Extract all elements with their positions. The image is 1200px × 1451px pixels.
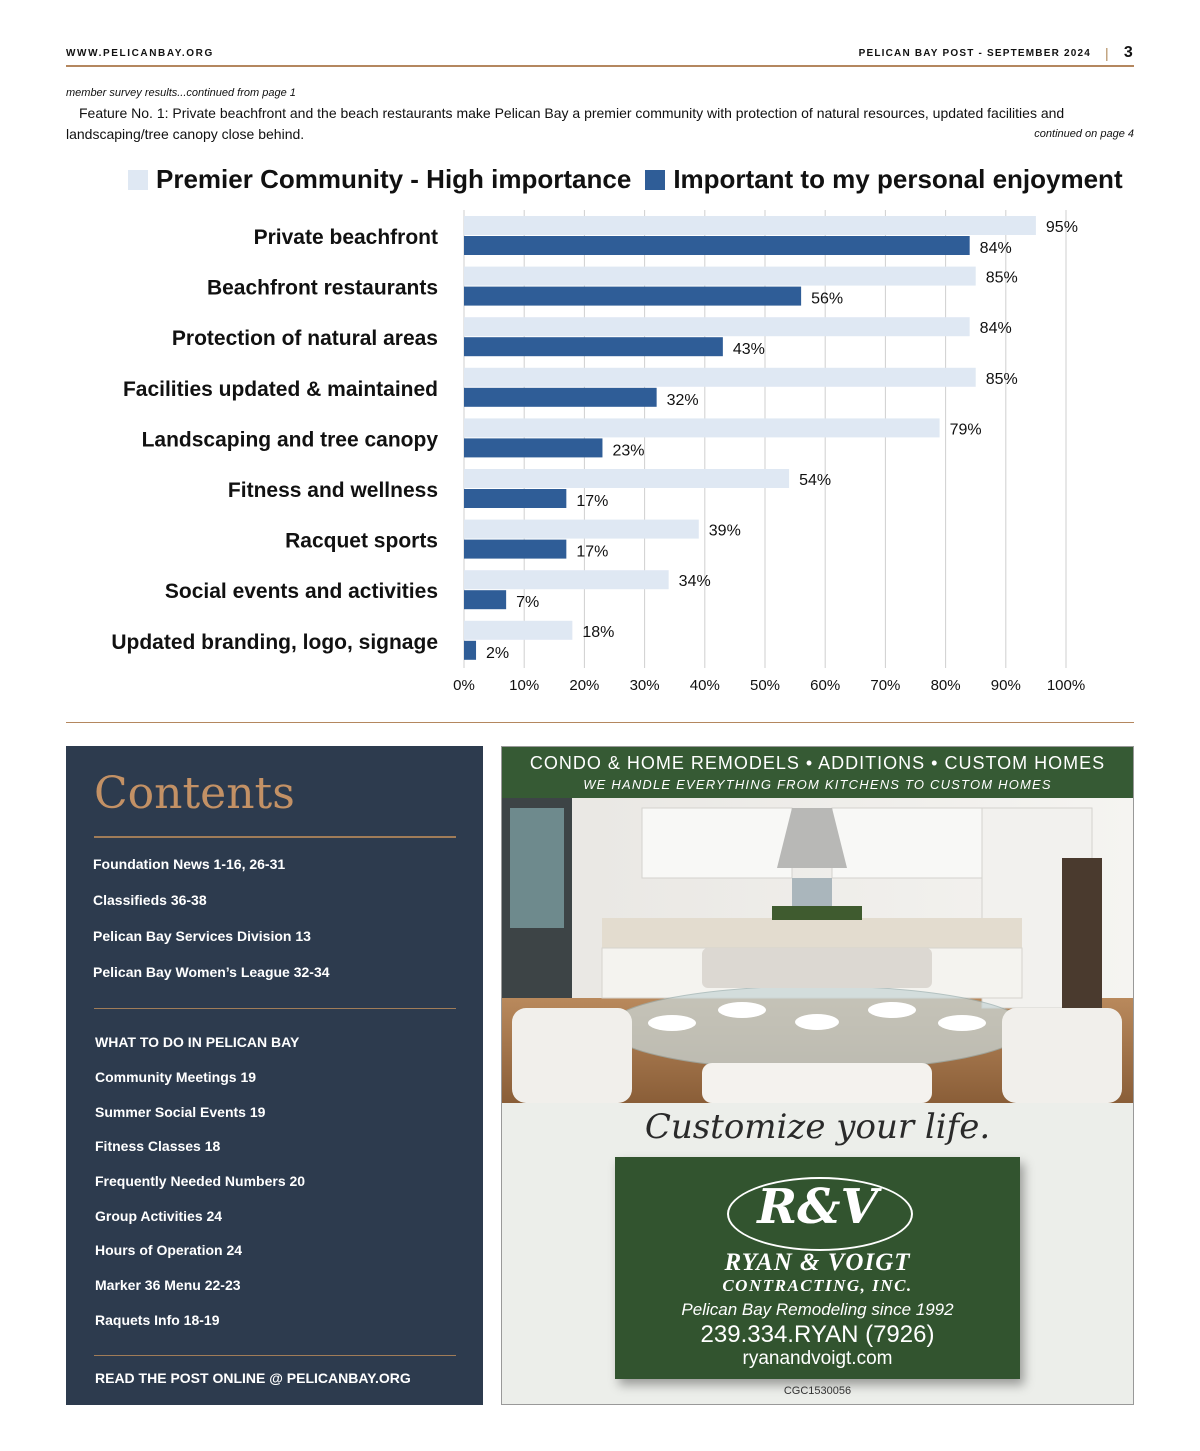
feature-intro (66, 103, 1126, 145)
ryan-voigt-ad[interactable] (501, 746, 1134, 1405)
category-label: Social events and activities (164, 580, 438, 604)
bar-premier (464, 520, 699, 539)
bar-premier (464, 267, 976, 286)
data-label: 39% (708, 522, 741, 540)
contents-item[interactable]: Foundation News 1-16, 26-31 (93, 856, 286, 872)
bar-personal (464, 236, 970, 255)
bar-premier (464, 570, 669, 589)
category-label: Landscaping and tree canopy (141, 428, 438, 452)
bar-premier (464, 216, 1036, 235)
data-label: 2% (486, 644, 510, 662)
bar-premier (464, 317, 970, 336)
site-url[interactable]: WWW.PELICANBAY.ORG (66, 48, 214, 59)
legend-item-premier (128, 164, 631, 195)
contents-rule (94, 1355, 456, 1356)
ad-subheadline: WE HANDLE EVERYTHING FROM KITCHENS TO CUSTOM HOMES (583, 777, 1052, 792)
x-tick-label: 40% (689, 677, 720, 694)
contents-section-item[interactable]: Marker 36 Menu 22-23 (95, 1277, 241, 1293)
company-since: Pelican Bay Remodeling since 1992 (681, 1300, 954, 1319)
contents-rule (94, 1008, 456, 1009)
company-card (615, 1157, 1020, 1379)
bar-personal (464, 590, 506, 609)
x-tick-label: 100% (1046, 677, 1086, 694)
contents-section-item[interactable]: Community Meetings 19 (95, 1069, 257, 1085)
company-website[interactable]: ryanandvoigt.com (742, 1348, 893, 1369)
bar-personal (464, 641, 476, 660)
divider: | (1105, 45, 1110, 61)
continued-on-note: continued on page 4 (1034, 128, 1134, 140)
contents-section-item[interactable]: Group Activities 24 (95, 1208, 223, 1224)
x-tick-label: 60% (810, 677, 841, 694)
x-tick-label: 70% (870, 677, 901, 694)
data-label: 95% (1045, 219, 1078, 236)
x-tick-label: 90% (990, 677, 1021, 694)
category-label: Beachfront restaurants (206, 276, 438, 300)
contents-item[interactable]: Pelican Bay Women’s League 32-34 (93, 964, 330, 980)
company-phone[interactable]: 239.334.RYAN (7926) (700, 1321, 935, 1348)
data-label: 17% (576, 543, 609, 561)
data-label: 18% (582, 623, 615, 641)
data-label: 17% (576, 493, 609, 510)
data-label: 54% (799, 472, 832, 489)
category-label: Facilities updated & maintained (122, 377, 438, 401)
data-label: 32% (666, 391, 699, 409)
bar-premier (464, 621, 572, 640)
data-label: 84% (979, 240, 1012, 257)
bar-personal (464, 438, 602, 457)
license-number: CGC1530056 (783, 1385, 852, 1397)
data-label: 85% (985, 370, 1018, 388)
feature-intro-text: Feature No. 1: Private beachfront and the beach restaurants make Pelican Bay a premier community with protection of natural resources, updated facilities and landscaping/tree canopy close behind. (66, 105, 1065, 142)
bar-personal (464, 489, 566, 508)
data-label: 43% (732, 341, 765, 359)
bar-premier (464, 469, 789, 488)
contents-rule (94, 836, 456, 838)
legend-swatch-dark (645, 170, 665, 190)
bar-personal (464, 540, 566, 559)
legend-label-premier: Premier Community - High importance (156, 164, 632, 194)
data-label: 84% (979, 320, 1012, 338)
contents-item[interactable]: Pelican Bay Services Division 13 (93, 928, 311, 944)
company-name: RYAN & VOIGT (724, 1249, 911, 1276)
contents-section-item[interactable]: Summer Social Events 19 (95, 1104, 266, 1120)
company-suffix: CONTRACTING, INC. (722, 1276, 913, 1295)
continued-from-note: member survey results...continued from page 1 (66, 87, 296, 99)
contents-section-heading: WHAT TO DO IN PELICAN BAY (95, 1034, 300, 1050)
read-online-link[interactable]: READ THE POST ONLINE @ PELICANBAY.ORG (95, 1370, 411, 1386)
bar-premier (464, 368, 976, 387)
contents-panel (66, 746, 483, 1405)
category-label: Protection of natural areas (171, 327, 438, 351)
ad-banner (502, 747, 1133, 798)
legend-label-personal: Important to my personal enjoyment (673, 164, 1123, 194)
legend-item-personal (645, 164, 1122, 195)
ad-slogan: Customize your life. (644, 1107, 991, 1147)
data-label: 85% (985, 269, 1018, 287)
x-tick-label: 10% (509, 677, 540, 694)
page-number: 3 (1123, 44, 1134, 61)
contents-section-item[interactable]: Raquets Info 18-19 (95, 1312, 220, 1328)
contents-item[interactable]: Classifieds 36-38 (93, 892, 207, 908)
company-logo: R&V (757, 1179, 878, 1235)
x-tick-label: 20% (569, 677, 600, 694)
section-rule (66, 722, 1134, 723)
x-tick-label: 30% (629, 677, 660, 694)
chart-legend (128, 164, 1137, 195)
category-label: Updated branding, logo, signage (111, 630, 438, 654)
publication-info (859, 44, 1134, 62)
publication-title: PELICAN BAY POST - SEPTEMBER 2024 (858, 47, 1092, 59)
contents-section-item[interactable]: Hours of Operation 24 (95, 1242, 243, 1258)
x-tick-label: 0% (453, 677, 475, 694)
kitchen-photo (502, 798, 1133, 1103)
survey-bar-chart (0, 200, 1200, 705)
x-tick-label: 80% (930, 677, 961, 694)
bar-premier (464, 418, 940, 437)
category-label: Racquet sports (285, 529, 438, 553)
category-label: Private beachfront (253, 226, 438, 249)
contents-section-item[interactable]: Frequently Needed Numbers 20 (95, 1173, 306, 1189)
data-label: 23% (612, 442, 645, 460)
bar-personal (464, 337, 723, 356)
data-label: 56% (811, 290, 844, 308)
legend-swatch-light (128, 170, 148, 190)
contents-section-item[interactable]: Fitness Classes 18 (95, 1138, 221, 1154)
data-label: 79% (949, 421, 982, 439)
bar-personal (464, 287, 801, 306)
data-label: 34% (678, 573, 711, 591)
ad-headline: CONDO & HOME REMODELS • ADDITIONS • CUSTOM HOMES (529, 753, 1106, 773)
contents-title: Contents (94, 768, 295, 819)
category-label: Fitness and wellness (227, 479, 438, 502)
x-tick-label: 50% (749, 677, 781, 694)
bar-personal (464, 388, 657, 407)
header-rule (66, 65, 1134, 67)
data-label: 7% (516, 594, 540, 612)
